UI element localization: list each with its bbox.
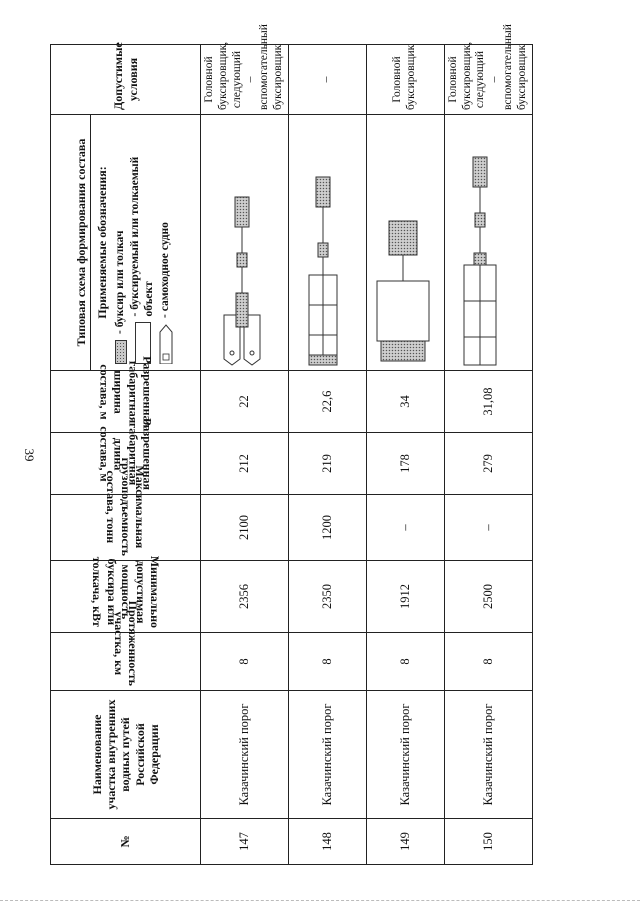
ship-icon — [159, 324, 173, 364]
cell-no: 147 — [201, 819, 289, 865]
convoy-diagram-147 — [206, 118, 278, 368]
cell-schema — [288, 115, 366, 371]
header-capacity: Максимальная грузоподъемность состава, тонн — [104, 457, 148, 557]
cell-no: 148 — [288, 819, 366, 865]
header-power-cell — [51, 555, 201, 633]
legend-label-tug: - буксир или толкач — [113, 230, 126, 334]
cell-allowed-length: 212 — [201, 433, 289, 495]
page-number: 39 — [22, 448, 37, 462]
cell-conditions: Головной буксировщик — [366, 45, 444, 115]
header-length: Протяженность участка, км — [111, 600, 140, 686]
legend — [91, 115, 179, 370]
legend-label-ship: - самоходное судно — [159, 222, 172, 318]
cell-capacity: – — [366, 495, 444, 561]
convoy-table — [50, 24, 533, 865]
header-schema: Типовая схема формирования состава — [72, 115, 91, 370]
cell-schema — [201, 115, 289, 371]
cell-length: 8 — [288, 633, 366, 691]
cell-section: Казачинский порог — [444, 691, 532, 819]
cell-power: 2356 — [201, 561, 289, 633]
cell-allowed-length: 178 — [366, 433, 444, 495]
table-row — [288, 45, 366, 865]
cell-length: 8 — [444, 633, 532, 691]
cell-allowed-width: 22,6 — [288, 371, 366, 433]
cell-length: 8 — [366, 633, 444, 691]
cell-no: 149 — [366, 819, 444, 865]
header-schema-cell — [51, 115, 201, 371]
cell-power: 2350 — [288, 561, 366, 633]
cell-no: 150 — [444, 819, 532, 865]
header-allowed-length: Разрешенная габаритная длина состава, м — [97, 418, 155, 490]
header-allowed-width-cell — [51, 356, 201, 433]
cell-allowed-length: 219 — [288, 433, 366, 495]
cell-schema — [444, 115, 532, 371]
cell-power: 1912 — [366, 561, 444, 633]
header-length-cell — [51, 600, 201, 691]
legend-label-barge: - буксируемый или толкаемый объект — [129, 156, 156, 317]
page-edge — [0, 900, 640, 906]
cell-length: 8 — [201, 633, 289, 691]
header-allowed-width: Разрешенная габаритная ширина состава, м — [97, 356, 155, 428]
cell-capacity: 2100 — [201, 495, 289, 561]
table-row — [444, 45, 532, 865]
header-power: Минимально допустимая мощность буксира или толкача, кВт — [89, 555, 162, 628]
legend-item-tug — [114, 121, 128, 364]
rotated-table-wrapper — [50, 24, 610, 865]
cell-allowed-width: 31,08 — [444, 371, 532, 433]
header-conditions: Допустимые условия — [51, 45, 201, 115]
cell-capacity: 1200 — [288, 495, 366, 561]
convoy-diagram-150 — [450, 118, 522, 368]
cell-section: Казачинский порог — [201, 691, 289, 819]
convoy-diagram-149 — [367, 118, 439, 368]
cell-conditions: Головной буксировщик, следующий – вспомогательный буксировщик — [201, 45, 289, 115]
table-row — [201, 45, 289, 865]
header-row — [51, 45, 201, 865]
table-row — [366, 45, 444, 865]
cell-allowed-length: 279 — [444, 433, 532, 495]
legend-item-barge — [129, 121, 157, 364]
header-section: Наименование участка внутренних водных путей Российской Федерации — [51, 691, 201, 819]
legend-title: Применяемые обозначения: — [95, 166, 110, 319]
convoy-diagram-148 — [289, 118, 361, 368]
cell-section: Казачинский порог — [366, 691, 444, 819]
cell-allowed-width: 22 — [201, 371, 289, 433]
header-allowed-length-cell — [51, 418, 201, 495]
legend-item-ship — [159, 121, 173, 364]
cell-allowed-width: 34 — [366, 371, 444, 433]
cell-conditions: – — [288, 45, 366, 115]
header-capacity-cell — [51, 457, 201, 561]
cell-conditions: Головной буксировщик, следующий – вспомогательный буксировщик — [444, 45, 532, 115]
cell-section: Казачинский порог — [288, 691, 366, 819]
header-no: № — [51, 819, 201, 865]
cell-schema — [366, 115, 444, 371]
cell-power: 2500 — [444, 561, 532, 633]
cell-capacity: – — [444, 495, 532, 561]
